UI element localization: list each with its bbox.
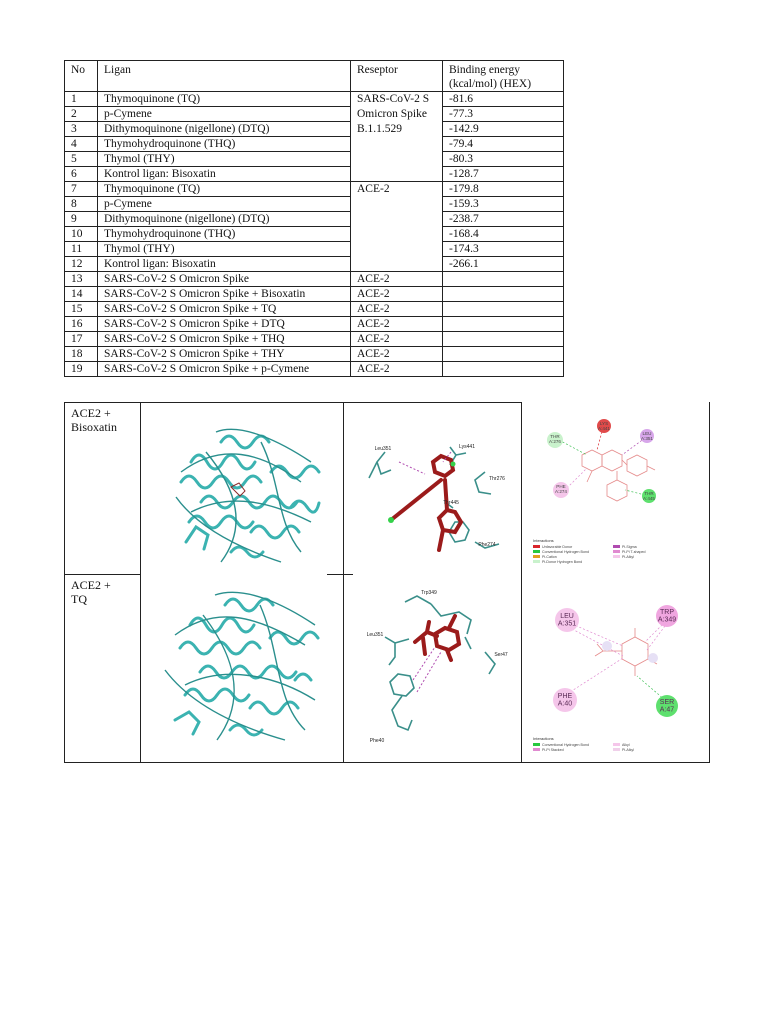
cell-binding-energy: -168.4	[443, 227, 564, 242]
cell-binding-energy	[443, 302, 564, 317]
cell-ligan: p-Cymene	[98, 197, 351, 212]
residue-label: Leu351	[374, 446, 392, 452]
row2-legend-title: Interactions	[533, 736, 554, 741]
cell-no: 18	[65, 347, 98, 362]
residue-label: Thr445	[443, 500, 459, 506]
legend-swatch	[613, 743, 620, 746]
cell-ligan: SARS-CoV-2 S Omicron Spike + THQ	[98, 332, 351, 347]
residue-label: LYS A:441	[597, 421, 611, 432]
cell-no: 11	[65, 242, 98, 257]
legend-swatch	[613, 555, 620, 558]
residue-label: Leu351	[366, 632, 384, 638]
row1-label: ACE2 + Bisoxatin	[71, 406, 118, 434]
cell-ligan: Kontrol ligan: Bisoxatin	[98, 257, 351, 272]
residue-label: Ser47	[494, 652, 508, 658]
cell-reseptor: ACE-2	[351, 362, 443, 377]
cell-no: 4	[65, 137, 98, 152]
cell-no: 15	[65, 302, 98, 317]
receptor-omicron-line: SARS-CoV-2 S	[357, 93, 430, 105]
cell-reseptor	[351, 137, 443, 152]
cell-reseptor	[351, 242, 443, 257]
cell-reseptor	[351, 197, 443, 212]
cell-binding-energy	[443, 347, 564, 362]
legend-item: Alkyl	[622, 743, 630, 747]
table-row	[65, 272, 564, 287]
ace2-tq-ligand-3d	[355, 582, 515, 752]
cell-binding-energy: -79.4	[443, 137, 564, 152]
cell-no: 13	[65, 272, 98, 287]
header-energy-line1: Binding energy	[449, 64, 521, 76]
cell-ligan: Thymol (THY)	[98, 242, 351, 257]
cell-no: 12	[65, 257, 98, 272]
cell-reseptor	[351, 257, 443, 272]
ace2-tq-interaction-2d	[527, 584, 703, 756]
cell-binding-energy: -128.7	[443, 167, 564, 182]
residue-label: PHE A:40	[557, 693, 573, 708]
legend-item: Unfavorable Donor	[542, 545, 573, 549]
cell-no: 19	[65, 362, 98, 377]
cell-no: 17	[65, 332, 98, 347]
cell-ligan: SARS-CoV-2 S Omicron Spike + DTQ	[98, 317, 351, 332]
legend-item: Pi-Pi T-shaped	[622, 550, 646, 554]
table-row	[65, 182, 564, 197]
cell-ligan: Thymoquinone (TQ)	[98, 92, 351, 107]
cell-no: 5	[65, 152, 98, 167]
residue-label: PHE A:274	[554, 484, 568, 495]
table-row	[65, 332, 564, 347]
cell-no: 10	[65, 227, 98, 242]
cell-binding-energy: -238.7	[443, 212, 564, 227]
grid-line	[327, 574, 353, 575]
residue-label: SER A:47	[659, 699, 675, 714]
table-row	[65, 92, 564, 107]
residue-label: Phe274	[478, 542, 496, 548]
cell-reseptor: ACE-2	[351, 302, 443, 317]
legend-swatch	[533, 545, 540, 548]
cell-no: 9	[65, 212, 98, 227]
cell-no: 3	[65, 122, 98, 137]
header-energy-line2: (kcal/mol) (HEX)	[449, 78, 532, 90]
cell-reseptor: ACE-2	[351, 317, 443, 332]
residue-label: Thr276	[489, 476, 505, 482]
cell-ligan: Dithymoquinone (nigellone) (DTQ)	[98, 212, 351, 227]
ace2-bisoxatin-interaction-2d	[527, 410, 703, 570]
table-row	[65, 197, 564, 212]
cell-reseptor	[351, 152, 443, 167]
legend-item: Conventional Hydrogen Bond	[542, 550, 589, 554]
residue-label: THR A:445	[642, 491, 656, 502]
table-row	[65, 152, 564, 167]
cell-ligan: SARS-CoV-2 S Omicron Spike + Bisoxatin	[98, 287, 351, 302]
legend-swatch	[533, 748, 540, 751]
table-row	[65, 167, 564, 182]
legend-item: Pi-Sigma	[622, 545, 637, 549]
cell-binding-energy: -142.9	[443, 122, 564, 137]
legend-item: Pi-Pi Stacked	[542, 748, 564, 752]
cell-binding-energy	[443, 287, 564, 302]
cell-no: 7	[65, 182, 98, 197]
residue-label: LEU A:351	[640, 431, 654, 442]
cell-ligan: Thymohydroquinone (THQ)	[98, 227, 351, 242]
cell-reseptor: ACE-2	[351, 347, 443, 362]
row2-label: ACE2 + TQ	[71, 578, 111, 606]
cell-no: 1	[65, 92, 98, 107]
grid-line	[521, 402, 522, 762]
header-ligan: Ligan	[98, 61, 351, 92]
cell-ligan: SARS-CoV-2 S Omicron Spike + TQ	[98, 302, 351, 317]
receptor-omicron-line: Omicron Spike	[357, 108, 427, 120]
table-body	[65, 92, 564, 377]
cell-binding-energy: -77.3	[443, 107, 564, 122]
legend-swatch	[613, 748, 620, 751]
table-row	[65, 287, 564, 302]
cell-reseptor: ACE-2	[351, 287, 443, 302]
docking-figure	[64, 402, 710, 763]
cell-no: 14	[65, 287, 98, 302]
cell-binding-energy	[443, 332, 564, 347]
cell-ligan: SARS-CoV-2 S Omicron Spike + THY	[98, 347, 351, 362]
residue-label: Lys441	[459, 444, 475, 450]
cell-ligan: SARS-CoV-2 S Omicron Spike + p-Cymene	[98, 362, 351, 377]
ace2-bisoxatin-protein-structure	[161, 412, 331, 572]
row1-legend-title: Interactions	[533, 538, 554, 543]
cell-no: 6	[65, 167, 98, 182]
cell-reseptor: ACE-2	[351, 332, 443, 347]
cell-ligan: SARS-CoV-2 S Omicron Spike	[98, 272, 351, 287]
table-row	[65, 257, 564, 272]
legend-item: Pi-Alkyl	[622, 748, 634, 752]
cell-ligan: p-Cymene	[98, 107, 351, 122]
residue-label: TRP A:349	[657, 609, 677, 624]
legend-swatch	[533, 743, 540, 746]
table-row	[65, 362, 564, 377]
cell-reseptor: ACE-2	[351, 272, 443, 287]
ace2-tq-protein-structure	[155, 580, 335, 750]
grid-line	[65, 402, 521, 403]
cell-binding-energy	[443, 362, 564, 377]
grid-line	[65, 574, 140, 575]
cell-no: 8	[65, 197, 98, 212]
cell-binding-energy: -174.3	[443, 242, 564, 257]
cell-binding-energy: -159.3	[443, 197, 564, 212]
cell-ligan: Thymohydroquinone (THQ)	[98, 137, 351, 152]
cell-reseptor	[351, 92, 443, 135]
table-row	[65, 317, 564, 332]
cell-binding-energy	[443, 272, 564, 287]
cell-binding-energy: -80.3	[443, 152, 564, 167]
residue-label: Trp349	[421, 590, 437, 596]
residue-label: LEU A:351	[557, 613, 577, 628]
table-row	[65, 137, 564, 152]
legend-swatch	[533, 550, 540, 553]
cell-ligan: Thymoquinone (TQ)	[98, 182, 351, 197]
legend-swatch	[613, 545, 620, 548]
cell-binding-energy: -266.1	[443, 257, 564, 272]
legend-item: Pi-Cation	[542, 555, 557, 559]
cell-binding-energy: -179.8	[443, 182, 564, 197]
legend-item: Pi-Donor Hydrogen Bond	[542, 560, 583, 564]
cell-ligan: Dithymoquinone (nigellone) (DTQ)	[98, 122, 351, 137]
cell-no: 2	[65, 107, 98, 122]
cell-binding-energy: -81.6	[443, 92, 564, 107]
legend-item: Conventional Hydrogen Bond	[542, 743, 589, 747]
legend-swatch	[533, 555, 540, 558]
table-row	[65, 107, 564, 122]
table-row	[65, 212, 564, 227]
cell-reseptor	[351, 167, 443, 182]
cell-reseptor: ACE-2	[351, 182, 443, 197]
residue-label: Phe40	[369, 738, 385, 744]
table-row	[65, 347, 564, 362]
table-row	[65, 302, 564, 317]
grid-line	[140, 402, 141, 762]
header-no: No	[65, 61, 98, 92]
grid-line	[343, 402, 344, 762]
cell-no: 16	[65, 317, 98, 332]
header-binding-energy	[443, 61, 564, 92]
legend-swatch	[533, 560, 540, 563]
cell-ligan: Kontrol ligan: Bisoxatin	[98, 167, 351, 182]
legend-swatch	[613, 550, 620, 553]
table-header-row	[65, 61, 564, 92]
cell-reseptor	[351, 227, 443, 242]
cell-binding-energy	[443, 317, 564, 332]
legend-item: Pi-Alkyl	[622, 555, 634, 559]
table-row	[65, 227, 564, 242]
table-row	[65, 242, 564, 257]
header-reseptor: Reseptor	[351, 61, 443, 92]
ace2-bisoxatin-ligand-3d	[355, 422, 515, 570]
receptor-omicron-line: B.1.1.529	[357, 123, 403, 135]
table-row	[65, 122, 564, 137]
binding-energy-table	[64, 60, 564, 377]
residue-label: THR A:276	[548, 434, 562, 445]
cell-reseptor	[351, 212, 443, 227]
cell-ligan: Thymol (THY)	[98, 152, 351, 167]
